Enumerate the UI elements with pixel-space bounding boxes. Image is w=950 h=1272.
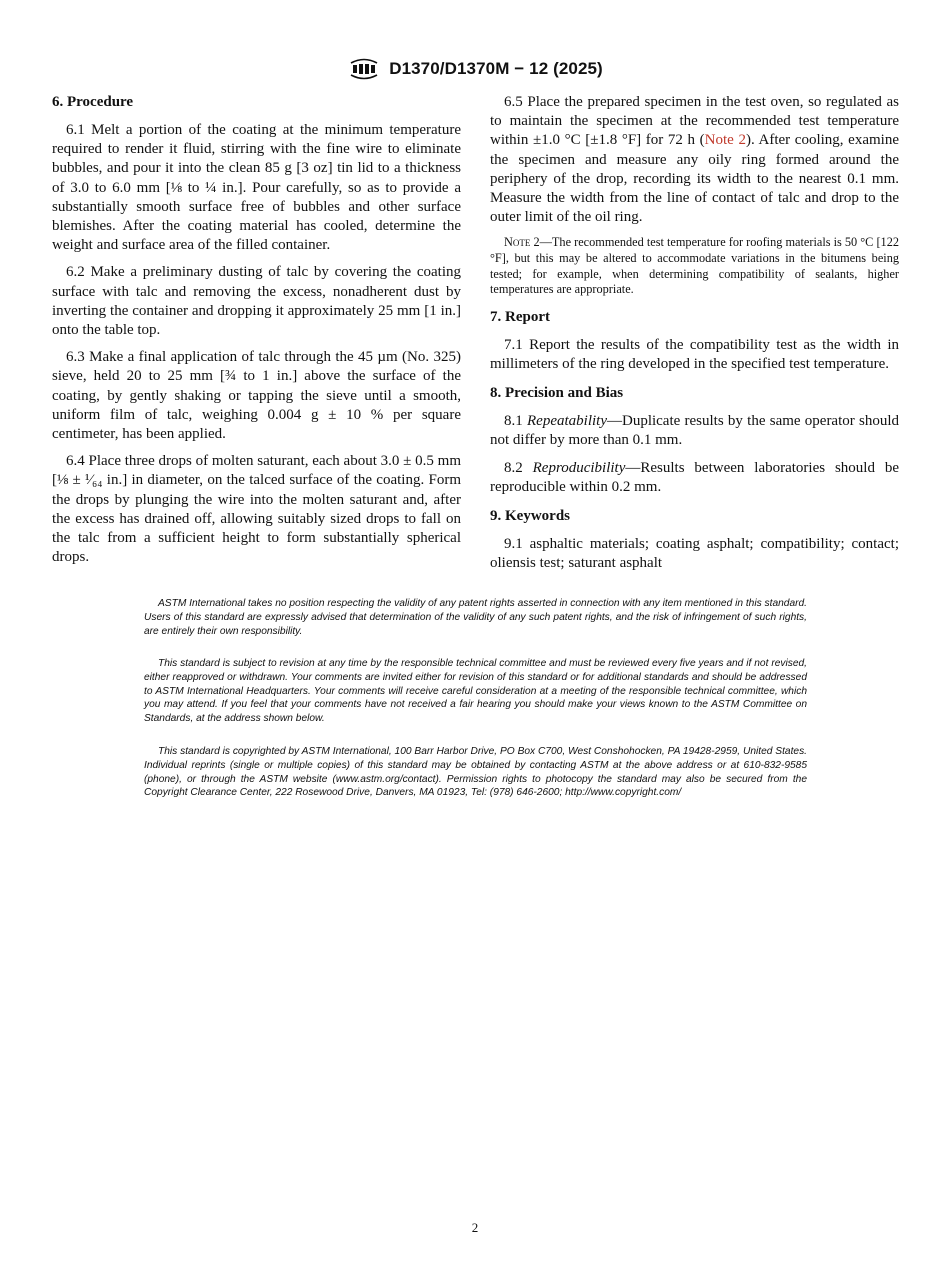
astm-logo-icon: [347, 54, 381, 84]
paragraph-8-1-text: —Duplicate results by the same operator should not differ by more than 0.1 mm.: [490, 413, 899, 449]
paragraph-6-5-text-end: ). After cooling, examine the specimen and measure any oily ring formed around the periphery of the drop, recording its width to the nearest 0.1 mm. Measure the width from the line of contact of talc and drop to the outer limit of the oil ring.: [490, 132, 899, 226]
paragraph-8-2-number: 8.2: [504, 459, 533, 476]
page-number: 2: [471, 1220, 479, 1235]
paragraph-6-2: 6.2 Make a preliminary dusting of talc by covering the coating surface with talc and removing the excess, nonadherent dust by inverting the container and dropping it approximately 25 mm [1 in.] onto the table top.: [52, 264, 461, 339]
revision-disclaimer: This standard is subject to revision at any time by the responsible technical committee and must be reviewed every five years and if not revised, either reapproved or withdrawn. Your comments are invited either for revision of this standard or for additional standards and should be addressed to ASTM International Headquarters. Your comments will receive careful consideration at a meeting of the responsible technical committee, which you may attend. If you feel that your comments have not received a fair hearing you should make your views known to the ASTM Committee on Standards, at the address shown below.: [144, 658, 807, 725]
paragraph-9-1: 9.1 asphaltic materials; coating asphalt; compatibility; contact; oliensis test; saturant asphalt: [490, 536, 899, 572]
paragraph-6-5-text-start: 6.5 Place the prepared specimen in the test oven, so regulated as to maintain the specimen at the recommended test temperature within ±1.0 °C [±1.8 °F] for 72 h (: [490, 94, 899, 149]
patent-disclaimer: ASTM International takes no position respecting the validity of any patent rights asserted in connection with any item mentioned in this standard. Users of this standard are expressly advised that determination of the validity of any such patent rights, and the risk of infringement of such rights, are entirely their own responsibility.: [144, 598, 807, 637]
note-2-label: Note 2: [504, 235, 540, 250]
paragraph-8-1: [490, 412, 899, 450]
paragraph-8-1-number: 8.1: [504, 413, 527, 430]
paragraph-6-4: 6.4 Place three drops of molten saturant, each about 3.0 ± 0.5 mm [⅛ ± ¹⁄₆₄ in.] in diameter, on the talced surface of the coating. Form the drops by plunging the wire into the molten saturant and, after the excess has drained off, allowing suitably sized drops to fall on the talc from a sufficient height to form substantially spherical drops.: [52, 453, 461, 566]
paragraph-7-1: 7.1 Report the results of the compatibility test as the width in millimeters of the ring developed in the specified test temperature.: [490, 336, 899, 372]
page-header: [0, 56, 950, 82]
reproducibility-term: Reproducibility: [532, 459, 626, 476]
section-procedure-heading: 6. Procedure: [52, 94, 134, 110]
note-2-text: —The recommended test temperature for roofing materials is 50 °C [122 °F], but this may be altered to accommodate variations in the bitumens being tested; for example, when determining compatibility of sealants, higher temperatures are appropriate.: [490, 235, 899, 297]
copyright-notice: This standard is copyrighted by ASTM International, 100 Barr Harbor Drive, PO Box C700, West Conshohocken, PA 19428-2959, United States. Individual reprints (single or multiple copies) of this standard may be obtained by contacting ASTM at the above address or at 610-832-9585 (phone), or through the ASTM website (www.astm.org/contact). Permission rights to photocopy the standard may also be secured from the Copyright Clearance Center, 222 Rosewood Drive, Danvers, MA 01923, Tel: (978) 646-2600; http://www.copyright.com/: [144, 746, 807, 799]
section-report-heading: 7. Report: [490, 308, 550, 325]
left-column: [52, 93, 461, 575]
repeatability-term: Repeatability: [527, 413, 607, 430]
paragraph-8-2: [490, 459, 899, 497]
paragraph-6-3: 6.3 Make a final application of talc through the 45 µm (No. 325) sieve, held 20 to 25 mm [¾ to 1 in.] above the surface of the coating, by gently shaking or tapping the sieve until a smooth, uniform film of talc, weighing 0.004 g ± 10 % per square centimeter, has been applied.: [52, 349, 461, 443]
section-precision-heading: 8. Precision and Bias: [490, 385, 624, 402]
paragraph-6-5: [490, 93, 899, 227]
paragraph-8-2-text: —Results between laboratories should be reproducible within 0.2 mm.: [490, 459, 899, 495]
document-designation: D1370/D1370M − 12 (2025): [389, 59, 603, 78]
note-2: [490, 235, 899, 297]
right-column: [490, 93, 899, 581]
section-keywords-heading: 9. Keywords: [490, 508, 570, 525]
note-2-link[interactable]: Note 2: [704, 132, 746, 149]
paragraph-6-1: 6.1 Melt a portion of the coating at the minimum temperature required to render it fluid, stirring with the fine wire to eliminate bubbles, and pour it into the clean 85 g [3 oz] tin lid to a thickness of 3.0 to 6.0 mm [⅛ to ¼ in.]. Pour carefully, so as to provide a substantially smooth surface free of bubbles and other surface blemishes. After the coating material has cooled, determine the weight and surface area of the filled container.: [52, 122, 461, 254]
